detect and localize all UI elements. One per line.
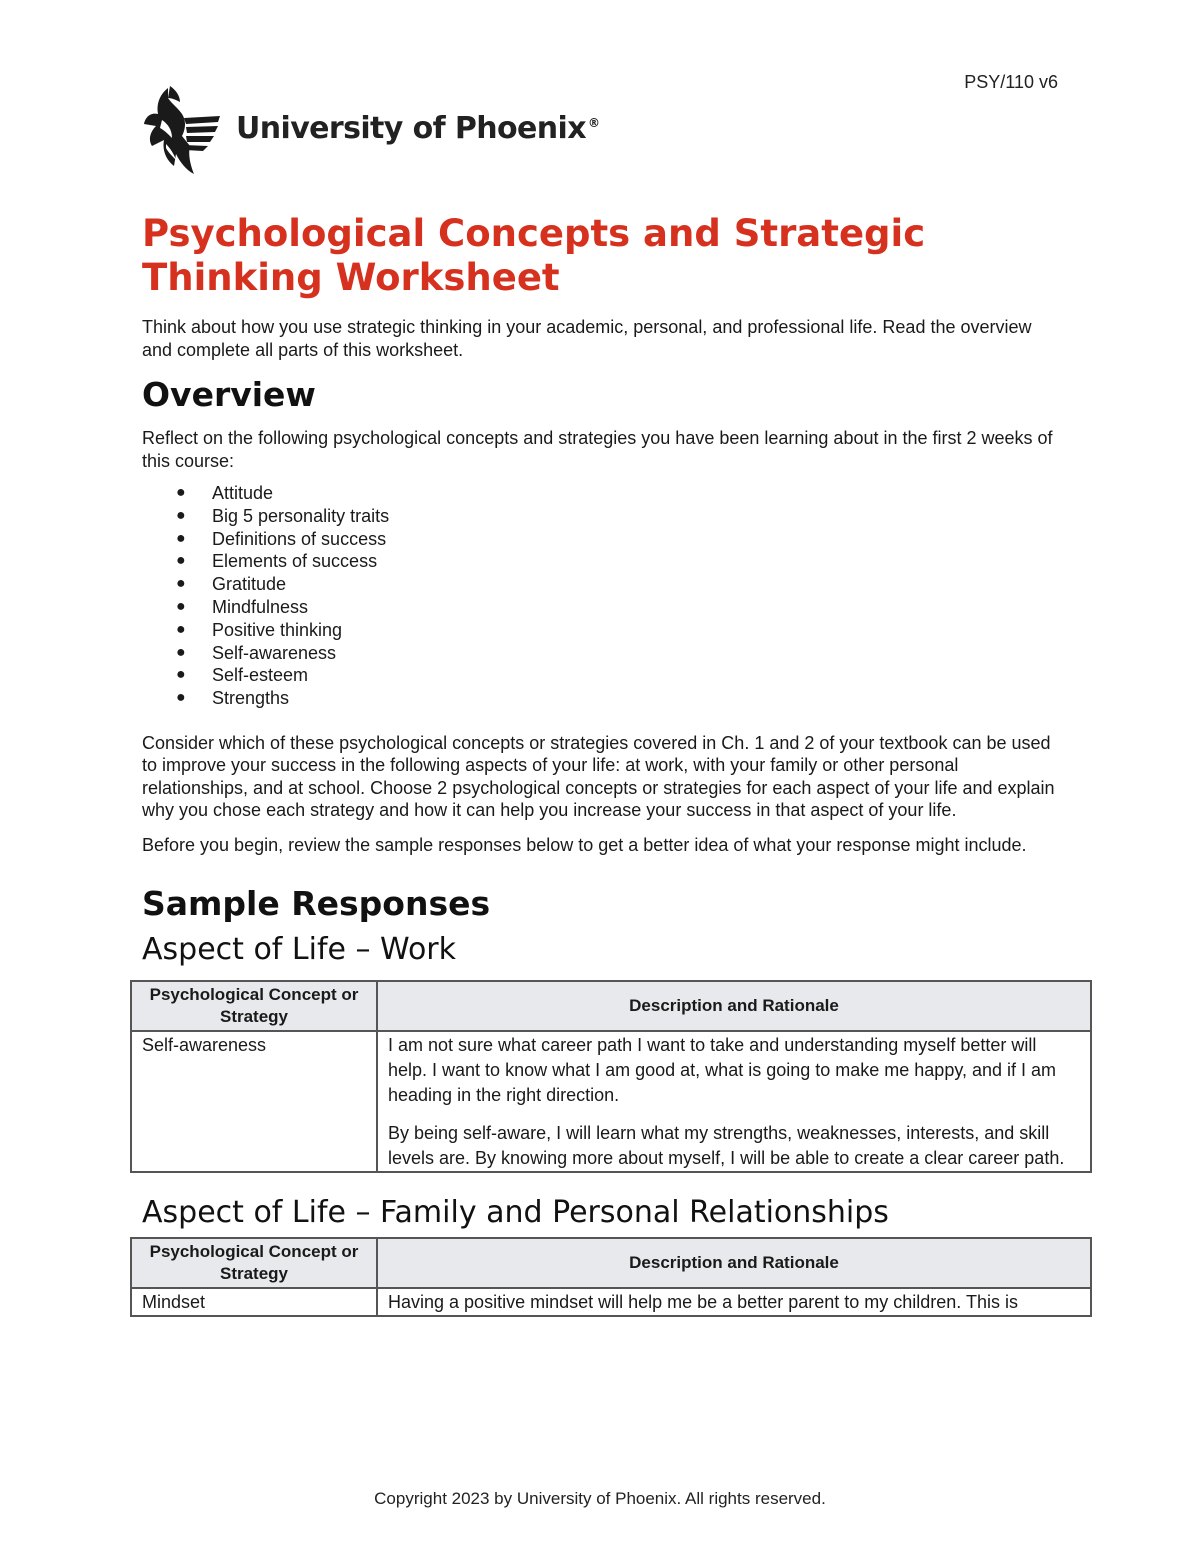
list-item: ● Self-awareness (176, 642, 337, 663)
column-header-concept: Psychological Concept or Strategy (131, 1238, 377, 1288)
family-heading: Aspect of Life – Family and Personal Relationships (142, 1195, 889, 1231)
column-header-description: Description and Rationale (377, 981, 1091, 1031)
list-item: ● Elements of success (176, 551, 378, 572)
main-content (142, 212, 1065, 1317)
column-header-description: Description and Rationale (377, 1238, 1091, 1288)
university-logo (142, 84, 599, 176)
bullet-icon: ● (176, 484, 186, 501)
bullet-icon: ● (176, 575, 186, 593)
bullet-icon: ● (176, 689, 186, 707)
concept-cell: Mindset (131, 1288, 377, 1316)
bullet-icon: ● (176, 597, 186, 615)
overview-heading: Overview (142, 375, 316, 414)
phoenix-bird-icon (142, 84, 222, 176)
bullet-icon: ● (176, 666, 186, 684)
logo-text: University of Phoenix ® (236, 110, 600, 146)
concept-list (142, 482, 1062, 710)
work-heading: Aspect of Life – Work (142, 932, 457, 968)
family-table (130, 1237, 1092, 1317)
table-row (131, 1031, 1091, 1172)
bullet-icon: ● (176, 529, 186, 547)
list-item: ● Strengths (176, 688, 290, 709)
concept-cell: Self-awareness (131, 1031, 377, 1172)
copyright-footer: Copyright 2023 by University of Phoenix. All rights reserved. (374, 1489, 826, 1508)
list-item: ● Positive thinking (176, 619, 343, 640)
description-paragraph: By being self-aware, I will learn what my strengths, weaknesses, interests, and skill levels are. By knowing more about myself, I will be able to create a clear career path. (388, 1123, 1065, 1169)
intro-text: Think about how you use strategic thinking in your academic, personal, and professional life. Read the overview and complete all parts of this worksheet. (142, 317, 1032, 360)
description-paragraph: I am not sure what career path I want to take and understanding myself better will help. I want to know what I am good at, what is going to make me happy, and if I am heading in the right direction. (388, 1035, 1057, 1106)
description-cell (377, 1031, 1091, 1172)
page-title: Psychological Concepts and Strategic Thinking Worksheet (142, 212, 926, 299)
list-item: ● Mindfulness (176, 596, 309, 617)
course-code: PSY/110 v6 (964, 72, 1058, 92)
bullet-icon: ● (176, 620, 186, 638)
bullet-icon: ● (176, 506, 186, 524)
bullet-icon: ● (176, 552, 186, 570)
list-item: ● Gratitude (176, 574, 287, 595)
before-text: Before you begin, review the sample responses below to get a better idea of what your response might include. (142, 834, 1027, 855)
column-header-concept: Psychological Concept or Strategy (131, 981, 377, 1031)
consider-text: Consider which of these psychological concepts or strategies covered in Ch. 1 and 2 of your textbook can be used to improve your success in the following aspects of your life: at work, with your family or other personal relationships, and at school. Choose 2 psychological concepts or strategies for each aspect of your life and explain why you chose each strategy and how it can help you increase your success in that aspect of your life. (142, 732, 1055, 821)
bullet-icon: ● (176, 643, 186, 661)
sample-responses-heading: Sample Responses (142, 884, 491, 924)
list-item: ● Big 5 personality traits (176, 505, 390, 526)
list-item: ● Definitions of success (176, 528, 387, 549)
overview-text: Reflect on the following psychological concepts and strategies you have been learning about in the first 2 weeks of this course: (142, 428, 1053, 471)
table-header-row (131, 981, 1091, 1031)
list-item: ● Attitude (176, 483, 274, 503)
list-item: ● Self-esteem (176, 665, 309, 686)
table-header-row (131, 1238, 1091, 1288)
work-table (130, 980, 1092, 1173)
description-cell: Having a positive mindset will help me be a better parent to my children. This is (377, 1288, 1091, 1316)
table-row (131, 1288, 1091, 1316)
